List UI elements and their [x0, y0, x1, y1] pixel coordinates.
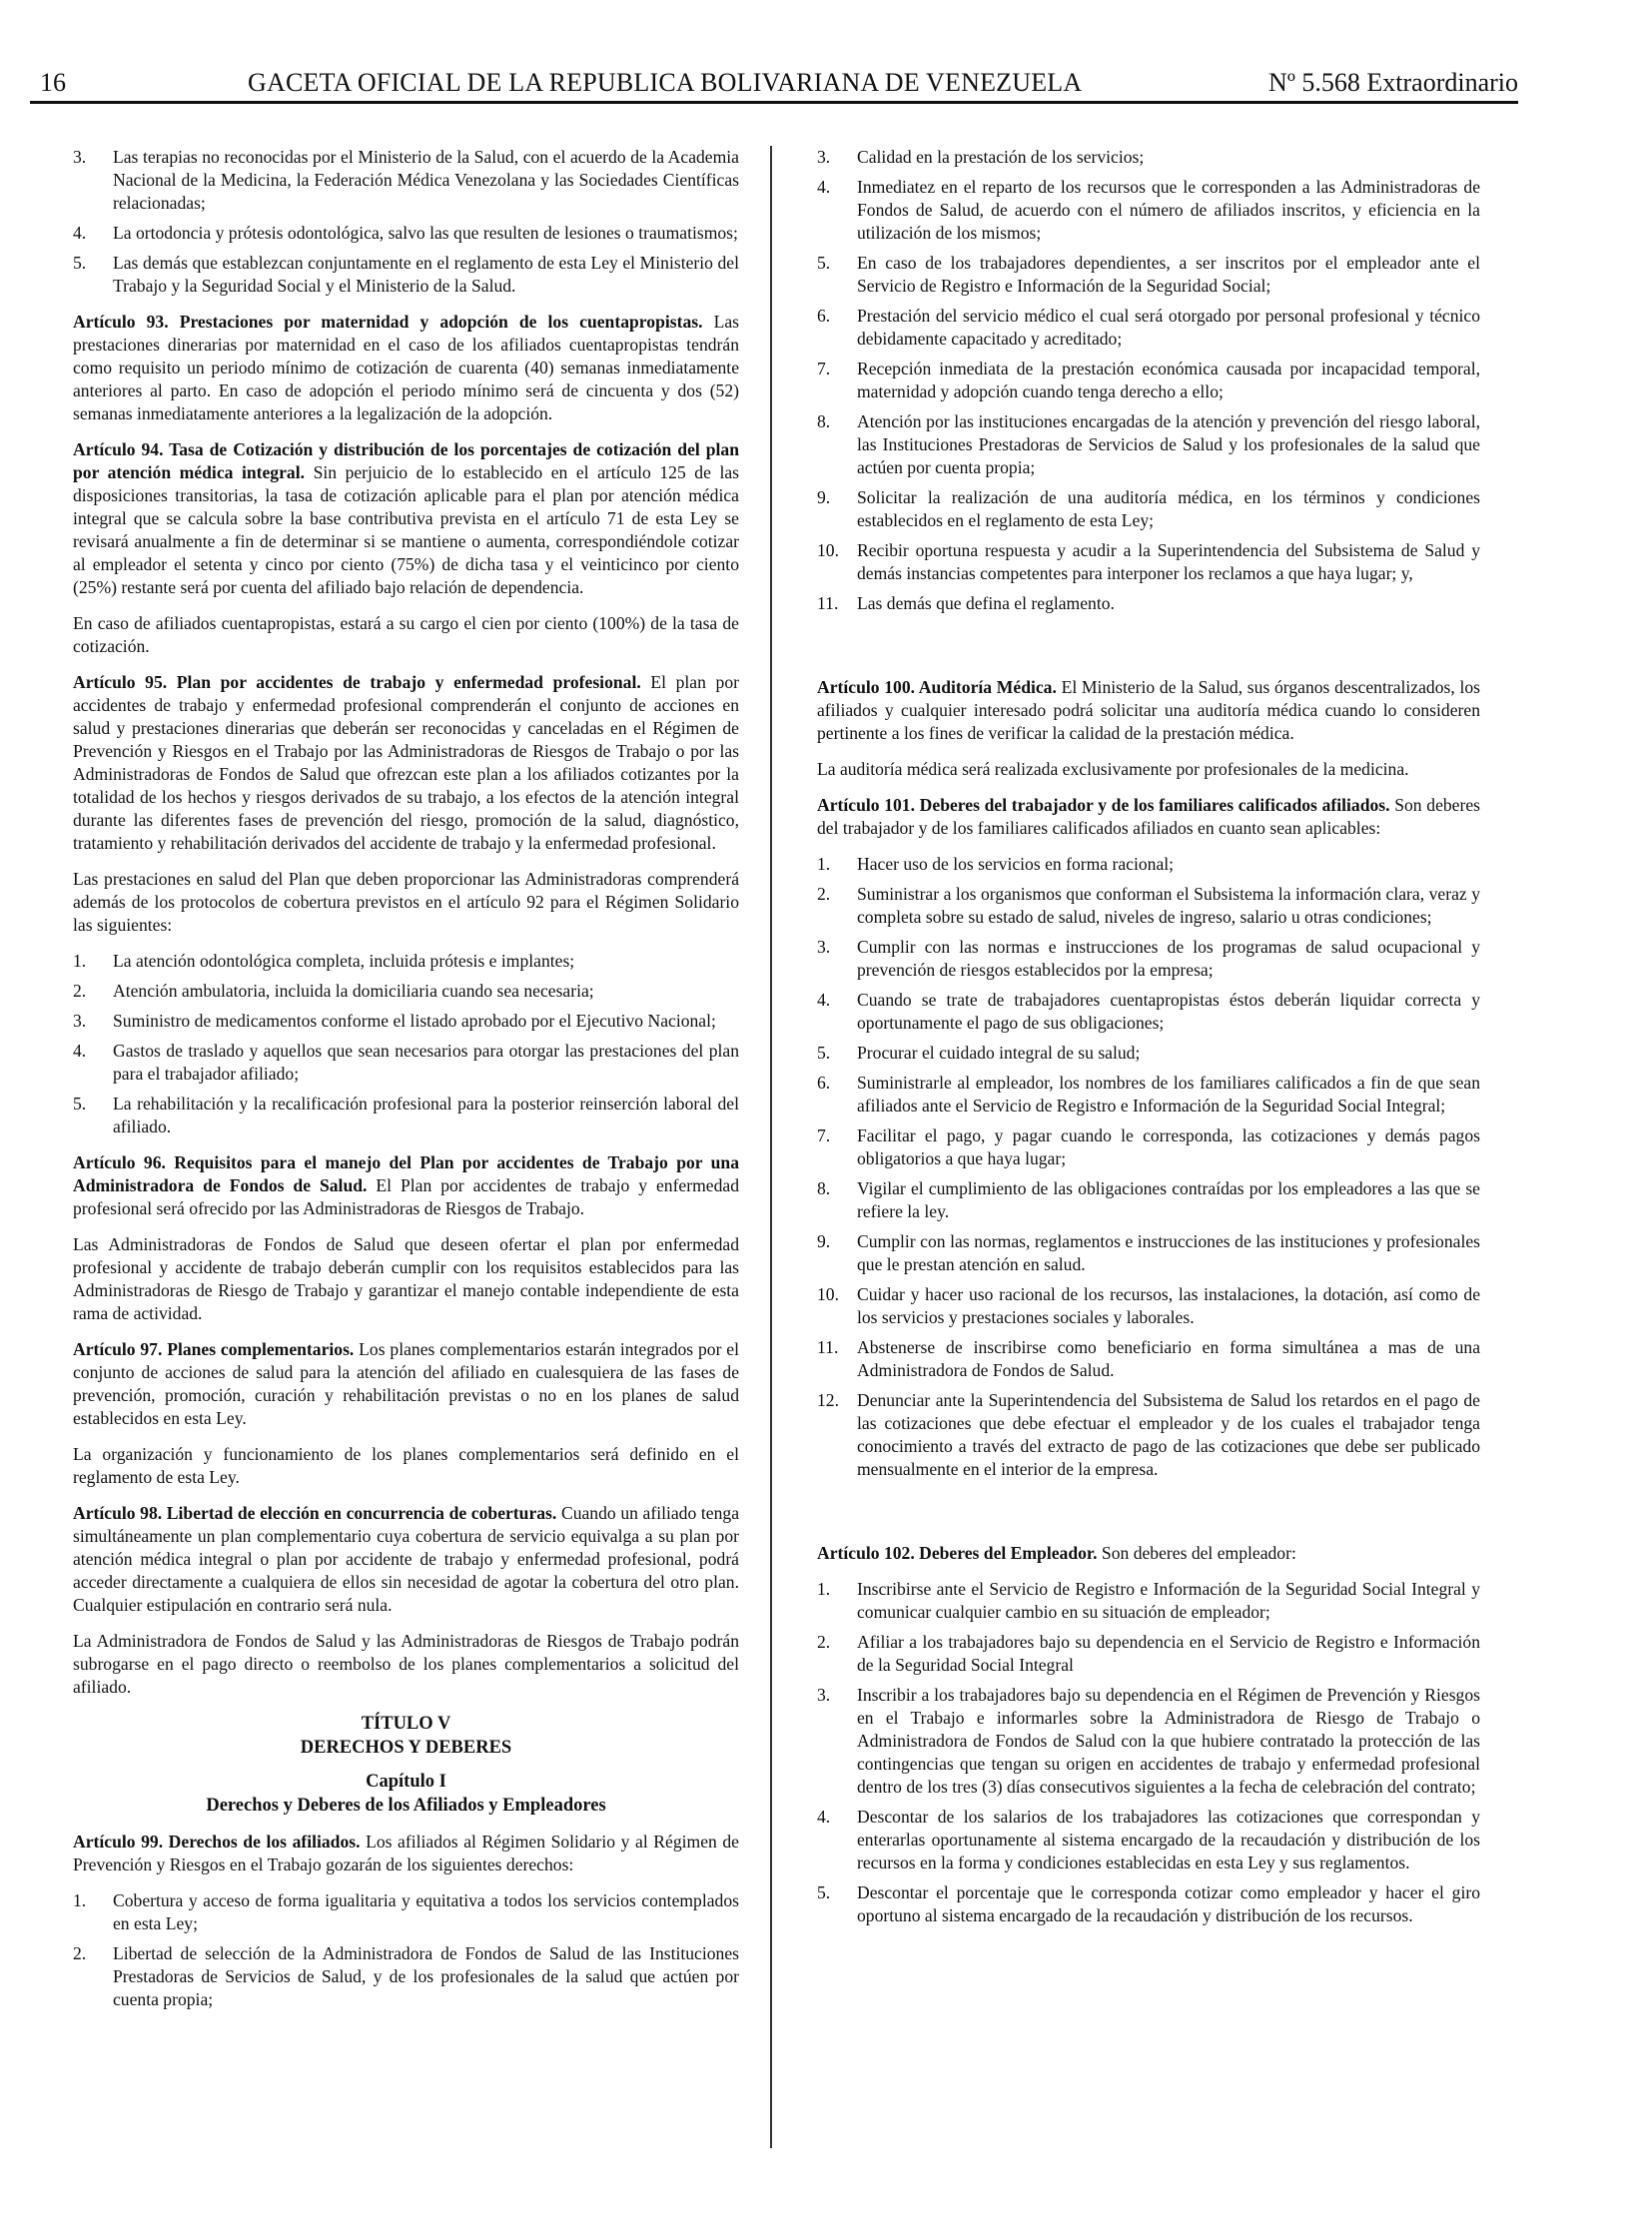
list-item-number: 2.	[817, 884, 831, 904]
list-item-text: Inscribir a los trabajadores bajo su dependencia en el Régimen de Prevención y Riesgos en el Trabajo e informarles sobre la Administradora de Riesgo de Trabajo o Administradora de Fondos de Salud con la que hubiere contratado la protección de las contingencias que tengan su origen en accidentes de trabajo y enfermedad profesional dentro de los tres (3) días consecutivos siguientes a la fecha de celebración del contrato;	[857, 1685, 1480, 1797]
list-item	[73, 980, 739, 1003]
list-item-text: Atención por las instituciones encargadas de la atención y prevención del riesgo laboral, las Instituciones Prestadoras de Servicios de Salud y los profesionales de la salud que actúen por cuenta propia;	[857, 411, 1480, 477]
list-item-text: La ortodoncia y prótesis odontológica, salvo las que resulten de lesiones o traumatismos;	[113, 223, 738, 243]
list-item-number: 7.	[817, 1125, 831, 1145]
list-item	[817, 1072, 1480, 1117]
list-item-number: 4.	[817, 177, 831, 197]
list-item	[73, 252, 739, 298]
list-item	[73, 222, 739, 245]
article-101	[817, 794, 1480, 840]
right-column	[817, 146, 1480, 1940]
list-item	[817, 1631, 1480, 1677]
list-item-text: Cuidar y hacer uso racional de los recursos, las instalaciones, la dotación, así como de los servicios y prestaciones sociales y laborales.	[857, 1284, 1480, 1327]
list-item	[817, 358, 1480, 403]
article-99-text: Los afiliados al Régimen Solidario y al Régimen de Prevención y Riesgos en el Trabajo gozarán de los siguientes derechos:	[73, 1832, 739, 1874]
list-item-number: 10.	[817, 540, 839, 560]
list-item	[73, 1040, 739, 1086]
article-94-title: Artículo 94. Tasa de Cotización y distribución de los porcentajes de cotización del plan por atención médica integral.	[73, 439, 739, 482]
list-item-number: 2.	[817, 1632, 831, 1652]
list-item-text: Descontar el porcentaje que le corresponda cotizar como empleador y hacer el giro oportuno al sistema encargado de la recaudación y distribución de los recursos.	[857, 1882, 1480, 1925]
list-item-text: Gastos de traslado y aquellos que sean necesarios para otorgar las prestaciones del plan para el trabajador afiliado;	[113, 1041, 739, 1084]
article-93-title: Artículo 93. Prestaciones por maternidad y adopción de los cuentapropistas.	[73, 312, 703, 332]
list-item	[817, 1124, 1480, 1170]
list-item-text: Prestación del servicio médico el cual será otorgado por personal profesional y técnico debidamente capacitado y acreditado;	[857, 306, 1480, 349]
list-item	[817, 1684, 1480, 1799]
list-item	[817, 146, 1480, 169]
list-item-text: Suministrar a los organismos que conforman el Subsistema la información clara, veraz y completa sobre su estado de salud, niveles de ingreso, salario u otras condiciones;	[857, 884, 1480, 927]
article-98-title: Artículo 98. Libertad de elección en concurrencia de coberturas.	[73, 1503, 557, 1523]
article-97-text: Los planes complementarios estarán integrados por el conjunto de acciones de salud para la atención del afiliado en cualesquiera de las fases de prevención, promoción, curación y rehabilitación previstas o no en los planes de salud establecidos en esta Ley.	[73, 1339, 739, 1428]
list-item-number: 4.	[73, 1041, 87, 1061]
list-item-number: 1.	[73, 1890, 87, 1910]
title-heading: TÍTULO V	[361, 1714, 451, 1734]
list-item-text: Cumplir con las normas e instrucciones de los programas de salud ocupacional y prevención de riesgos establecidos por la empresa;	[857, 937, 1480, 980]
list-item-text: Libertad de selección de la Administradora de Fondos de Salud de las Instituciones Prestadoras de Servicios de Salud, y de los profesionales de la salud que actúen por cuenta propia;	[113, 1943, 739, 2009]
article-102-title: Artículo 102. Deberes del Empleador.	[817, 1543, 1098, 1563]
list-item-number: 3.	[817, 1685, 831, 1705]
article-101-text: Son deberes del trabajador y de los familiares calificados afiliados en cuanto sean aplicables:	[817, 795, 1480, 838]
list-item	[817, 1336, 1480, 1382]
list-item	[817, 592, 1480, 615]
list-item-number: 4.	[817, 1807, 831, 1827]
list-item-number: 12.	[817, 1390, 839, 1410]
list-item-text: Descontar de los salarios de los trabajadores las cotizaciones que correspondan y enterarlas oportunamente al sistema encargado de la recaudación y distribución de los recursos en la forma y condiciones establecidas en esta Ley y sus reglamentos.	[857, 1807, 1480, 1872]
list-item-text: Inscribirse ante el Servicio de Registro e Información de la Seguridad Social Integral y comunicar cualquier cambio en su situación de empleador;	[857, 1579, 1480, 1622]
list-item	[817, 1881, 1480, 1927]
article-101-list	[817, 853, 1480, 1481]
list-item-text: Vigilar el cumplimiento de las obligaciones contraídas por los empleadores a las que se refiere la ley.	[857, 1178, 1480, 1221]
list-item-number: 8.	[817, 411, 831, 431]
list-item	[817, 1389, 1480, 1481]
article-98	[73, 1502, 739, 1617]
list-item-text: Las demás que establezcan conjuntamente en el reglamento de esta Ley el Ministerio del Trabajo y la Seguridad Social y el Ministerio de la Salud.	[113, 253, 739, 296]
list-item	[817, 539, 1480, 585]
article-102-text: Son deberes del empleador:	[1101, 1543, 1296, 1563]
list-item-text: Solicitar la realización de una auditoría médica, en los términos y condiciones establecidos en el reglamento de esta Ley;	[857, 487, 1480, 530]
list-item-number: 3.	[73, 1011, 87, 1031]
list-item-number: 9.	[817, 487, 831, 507]
list-item	[73, 1093, 739, 1138]
list-item-text: Afiliar a los trabajadores bajo su dependencia en el Servicio de Registro e Información de la Seguridad Social Integral	[857, 1632, 1480, 1675]
spacer	[817, 628, 1480, 676]
column-divider	[770, 146, 772, 2148]
article-96-paragraph-2: Las Administradoras de Fondos de Salud que deseen ofertar el plan por enfermedad profesional y accidente de trabajo deberán cumplir con los requisitos establecidos para las Administradoras de Riesgo de Trabajo y garantizar el manejo contable independiente de esta rama de actividad.	[73, 1234, 739, 1323]
list-item-number: 6.	[817, 1073, 831, 1093]
list-item-number: 9.	[817, 1231, 831, 1251]
article-99-list-continued	[817, 146, 1480, 615]
left-column	[73, 146, 739, 2024]
article-100-title: Artículo 100. Auditoría Médica.	[817, 677, 1057, 697]
list-item	[817, 853, 1480, 876]
list-item	[817, 1806, 1480, 1874]
list-item-text: Denunciar ante la Superintendencia del Subsistema de Salud los retardos en el pago de las cotizaciones que debe efectuar el empleador y de los cuales el trabajador tenga conocimiento a través del extracto de pago de las cotizaciones que debe ser publicado mensualmente en el interior de la empresa.	[857, 1390, 1480, 1479]
article-102-list	[817, 1578, 1480, 1927]
article-102	[817, 1542, 1480, 1565]
list-item	[817, 410, 1480, 479]
list-item-number: 6.	[817, 306, 831, 326]
article-100-paragraph-2: La auditoría médica será realizada exclusivamente por profesionales de la medicina.	[817, 759, 1409, 779]
article-97-paragraph-2: La organización y funcionamiento de los planes complementarios será definido en el reglamento de esta Ley.	[73, 1444, 739, 1487]
article-99-list	[73, 1889, 739, 2011]
list-item	[817, 1042, 1480, 1065]
chapter-heading: Capítulo I	[366, 1772, 446, 1792]
article-97-title: Artículo 97. Planes complementarios.	[73, 1339, 355, 1359]
article-96-title: Artículo 96. Requisitos para el manejo del Plan por accidentes de Trabajo por una Administradora de Fondos de Salud.	[73, 1152, 739, 1195]
list-item	[817, 989, 1480, 1035]
list-item-text: Calidad en la prestación de los servicios;	[857, 147, 1145, 167]
list-item	[817, 1283, 1480, 1329]
list-item-text: Las terapias no reconocidas por el Ministerio de la Salud, con el acuerdo de la Academia Nacional de la Medicina, la Federación Médica Venezolana y las Sociedades Científicas relacionadas;	[113, 147, 739, 213]
list-item-text: En caso de los trabajadores dependientes, a ser inscritos por el empleador ante el Servicio de Registro e Información de la Seguridad Social;	[857, 253, 1480, 296]
article-95	[73, 671, 739, 855]
list-item-text: Las demás que defina el reglamento.	[857, 593, 1115, 613]
issue-number: Nº 5.568 Extraordinario	[1268, 68, 1518, 97]
page-number: 16	[40, 68, 66, 97]
list-item-text: Inmediatez en el reparto de los recursos que le corresponden a las Administradoras de Fondos de Salud, de acuerdo con el número de afiliados inscritos, y eficiencia en la utilización de los mismos;	[857, 177, 1480, 243]
list-item-text: Atención ambulatoria, incluida la domiciliaria cuando sea necesaria;	[113, 981, 594, 1001]
list-item-number: 2.	[73, 981, 87, 1001]
list-item-number: 11.	[817, 593, 839, 613]
article-95-title: Artículo 95. Plan por accidentes de trabajo y enfermedad profesional.	[73, 672, 641, 692]
article-96-text: El Plan por accidentes de trabajo y enfermedad profesional será ofrecido por las Administradoras de Riesgos de Trabajo.	[73, 1175, 739, 1218]
list-item	[817, 1177, 1480, 1223]
article-95-list	[73, 950, 739, 1138]
list-item	[817, 176, 1480, 245]
page-header	[30, 68, 1518, 102]
article-95-paragraph-2: Las prestaciones en salud del Plan que deben proporcionar las Administradoras comprenderá además de los protocolos de cobertura previstos en el artículo 92 para el Régimen Solidario las siguientes:	[73, 869, 739, 935]
list-item	[817, 1578, 1480, 1624]
exclusions-list	[73, 146, 739, 298]
list-item-number: 10.	[817, 1284, 839, 1304]
title-subheading: DERECHOS Y DEBERES	[300, 1738, 512, 1758]
list-item-number: 1.	[73, 951, 87, 971]
list-item	[817, 252, 1480, 298]
spacer	[817, 1494, 1480, 1542]
article-101-title: Artículo 101. Deberes del trabajador y de los familiares calificados afiliados.	[817, 795, 1390, 815]
list-item-text: La atención odontológica completa, incluida prótesis e implantes;	[113, 951, 575, 971]
list-item-text: Hacer uso de los servicios en forma racional;	[857, 854, 1175, 874]
list-item	[817, 936, 1480, 982]
list-item-number: 5.	[73, 253, 87, 273]
list-item	[817, 883, 1480, 929]
list-item-text: Procurar el cuidado integral de su salud;	[857, 1043, 1141, 1063]
gazette-title: GACETA OFICIAL DE LA REPUBLICA BOLIVARIANA DE VENEZUELA	[248, 68, 1083, 97]
list-item-text: La rehabilitación y la recalificación profesional para la posterior reinserción laboral del afiliado.	[113, 1094, 739, 1136]
article-95-text: El plan por accidentes de trabajo y enfermedad profesional comprenderán el conjunto de acciones en salud y prestaciones dinerarias que deberán ser reconocidas y canceladas en el Régimen de Prevención y Riesgos en el Trabajo por las Administradoras de Riesgos de Trabajo o por las Administradoras de Fondos de Salud que ofrezcan este plan a los afiliados cotizantes por la totalidad de los hechos y riesgos derivados de su trabajo, a los efectos de la atención integral durante las diferentes fases de prevención del riesgo, promoción de la salud, diagnóstico, tratamiento y rehabilitación derivados del accidente de trabajo y la enfermedad profesional.	[73, 672, 739, 853]
header-rule	[30, 101, 1518, 104]
list-item-number: 4.	[73, 223, 87, 243]
list-item	[817, 1230, 1480, 1276]
list-item-text: Recepción inmediata de la prestación económica causada por incapacidad temporal, maternidad y adopción cuando tenga derecho a ello;	[857, 359, 1480, 401]
list-item	[73, 950, 739, 973]
list-item-text: Cumplir con las normas, reglamentos e instrucciones de las instituciones y profesionales que le prestan atención en salud.	[857, 1231, 1480, 1274]
list-item-number: 3.	[73, 147, 87, 167]
list-item	[817, 486, 1480, 532]
list-item	[817, 305, 1480, 351]
article-100	[817, 676, 1480, 745]
list-item	[73, 1889, 739, 1935]
list-item-number: 2.	[73, 1943, 87, 1963]
article-93	[73, 311, 739, 425]
list-item-number: 5.	[73, 1094, 87, 1114]
article-97	[73, 1338, 739, 1430]
list-item-number: 5.	[817, 1882, 831, 1902]
list-item-text: Cobertura y acceso de forma igualitaria y equitativa a todos los servicios contemplados en esta Ley;	[113, 1890, 739, 1933]
list-item-number: 3.	[817, 147, 831, 167]
article-94	[73, 438, 739, 599]
chapter-subheading: Derechos y Deberes de los Afiliados y Empleadores	[206, 1796, 606, 1816]
list-item	[73, 1010, 739, 1033]
article-98-paragraph-2: La Administradora de Fondos de Salud y las Administradoras de Riesgos de Trabajo podrán subrogarse en el pago directo o reembolso de los planes complementarios a solicitud del afiliado.	[73, 1631, 739, 1697]
list-item-number: 4.	[817, 990, 831, 1010]
list-item-text: Suministro de medicamentos conforme el listado aprobado por el Ejecutivo Nacional;	[113, 1011, 716, 1031]
article-94-paragraph-2: En caso de afiliados cuentapropistas, estará a su cargo el cien por ciento (100%) de la tasa de cotización.	[73, 613, 739, 656]
list-item-number: 8.	[817, 1178, 831, 1198]
list-item-text: Abstenerse de inscribirse como beneficiario en forma simultánea a mas de una Administradora de Fondos de Salud.	[857, 1337, 1480, 1380]
list-item-text: Cuando se trate de trabajadores cuentapropistas éstos deberán liquidar correcta y oportunamente el pago de sus obligaciones;	[857, 990, 1480, 1033]
list-item-number: 7.	[817, 359, 831, 378]
article-99-title: Artículo 99. Derechos de los afiliados.	[73, 1832, 361, 1852]
list-item-number: 3.	[817, 937, 831, 957]
article-98-text: Cuando un afiliado tenga simultáneamente un plan complementario cuya cobertura de servicio equivalga a su plan por atención médica integral o plan por accidente de trabajo y enfermedad profesional, podrá acceder directamente a cualquiera de ellos sin necesidad de agotar la cobertura del otro plan. Cualquier estipulación en contrario será nula.	[73, 1503, 740, 1615]
article-93-text: Las prestaciones dinerarias por maternidad en el caso de los afiliados cuentapropistas tendrán como requisito un periodo mínimo de cotización de cuarenta (40) semanas inmediatamente anteriores al parto. En caso de adopción el periodo mínimo será de cincuenta y dos (52) semanas inmediatamente anteriores a la legalización de la adopción.	[73, 312, 739, 423]
article-96	[73, 1151, 739, 1220]
list-item-text: Suministrarle al empleador, los nombres de los familiares calificados a fin de que sean afiliados ante el Servicio de Registro e Información de la Seguridad Social Integral;	[857, 1073, 1480, 1115]
article-100-text: El Ministerio de la Salud, sus órganos descentralizados, los afiliados y cualquier interesado podrá solicitar una auditoría médica cuando lo consideren pertinente a los fines de verificar la calidad de la prestación médica.	[817, 677, 1480, 743]
list-item-text: Recibir oportuna respuesta y acudir a la Superintendencia del Subsistema de Salud y demás instancias competentes para interponer los reclamos a que haya lugar; y,	[857, 540, 1480, 583]
list-item-number: 5.	[817, 1043, 831, 1063]
list-item-number: 11.	[817, 1337, 839, 1357]
list-item-number: 1.	[817, 1579, 831, 1599]
list-item-number: 1.	[817, 854, 831, 874]
list-item	[73, 146, 739, 215]
list-item	[73, 1942, 739, 2011]
article-94-text: Sin perjuicio de lo establecido en el artículo 125 de las disposiciones transitorias, la tasa de cotización aplicable para el plan por atención médica integral que se calcula sobre la base contributiva prevista en el artículo 71 de esta Ley se revisará anualmente a fin de determinar si se mantiene o aumenta, correspondiéndole cotizar al empleador el setenta y cinco por ciento (75%) de dicha tasa y el veinticinco por ciento (25%) restante será por cuenta del afiliado bajo relación de dependencia.	[73, 462, 739, 597]
list-item-number: 5.	[817, 253, 831, 273]
article-99	[73, 1831, 739, 1876]
list-item-text: Facilitar el pago, y pagar cuando le corresponda, las cotizaciones y demás pagos obligatorios a que haya lugar;	[857, 1125, 1480, 1168]
